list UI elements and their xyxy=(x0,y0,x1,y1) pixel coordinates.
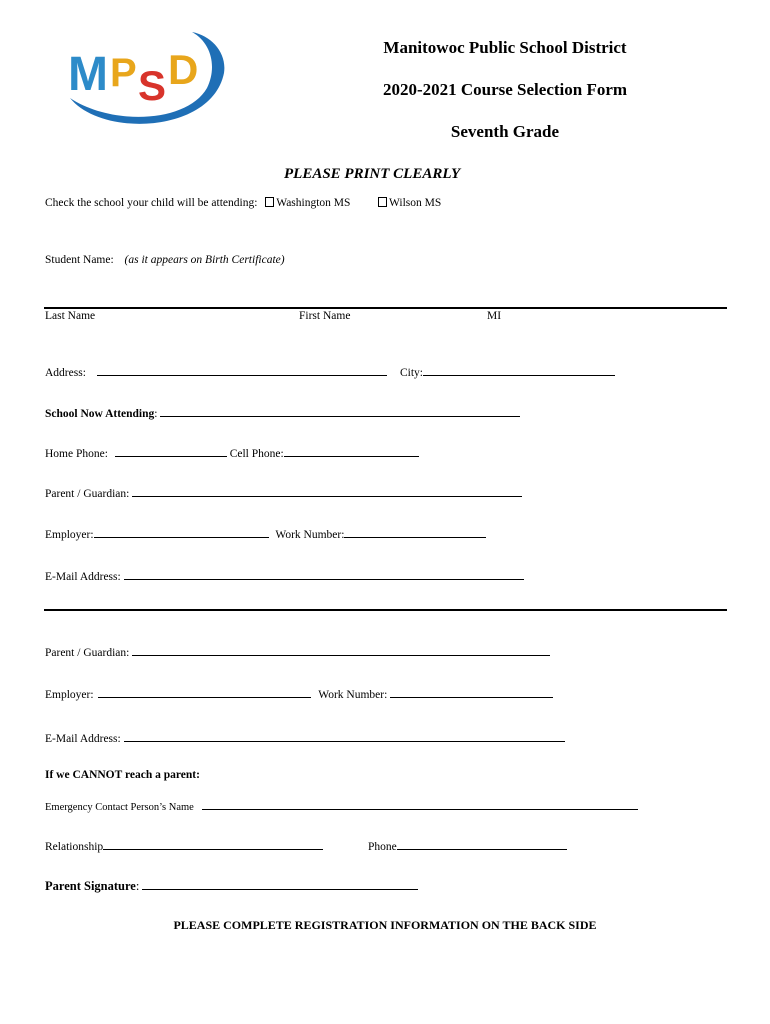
relationship-field[interactable] xyxy=(103,837,323,850)
washington-checkbox[interactable] xyxy=(265,197,274,207)
form-title: 2020-2021 Course Selection Form xyxy=(382,80,628,99)
birth-certificate-note: (as it appears on Birth Certificate) xyxy=(124,254,285,266)
city-label: City: xyxy=(400,367,424,379)
signature-row xyxy=(45,877,418,894)
emergency-phone-row xyxy=(368,837,567,853)
section-divider xyxy=(44,609,727,611)
address-label: Address: xyxy=(45,367,86,379)
wilson-checkbox[interactable] xyxy=(378,197,387,207)
print-clearly-instruction: PLEASE PRINT CLEARLY xyxy=(284,166,461,182)
mi-caption: MI xyxy=(487,310,502,322)
email2-label: E-Mail Address: xyxy=(45,733,121,745)
emergency-contact-field[interactable] xyxy=(202,797,638,810)
student-name-label: Student Name: xyxy=(45,254,114,266)
mpsd-logo xyxy=(62,28,232,128)
home-phone-label: Home Phone: xyxy=(45,448,108,460)
signature-label: Parent Signature xyxy=(45,879,136,893)
parent2-label: Parent / Guardian: xyxy=(45,647,130,659)
school-check-label: Check the school your child will be attending: xyxy=(45,197,258,209)
logo-letter-d: D xyxy=(168,46,199,93)
home-phone-field[interactable] xyxy=(115,444,227,457)
city-row xyxy=(400,363,615,379)
school-now-label: School Now Attending xyxy=(45,408,155,420)
student-name-line[interactable] xyxy=(44,307,727,309)
work1-field[interactable] xyxy=(344,525,486,538)
parent1-field[interactable] xyxy=(132,484,522,497)
phone-row xyxy=(45,444,419,460)
logo-letter-m: M xyxy=(68,48,108,101)
relationship-row xyxy=(45,837,323,853)
school-check-row xyxy=(45,197,350,209)
wilson-option xyxy=(378,197,441,209)
work2-label: Work Number: xyxy=(318,689,388,701)
relationship-label: Relationship xyxy=(45,841,104,853)
last-name-caption: Last Name xyxy=(45,310,96,322)
signature-colon: : xyxy=(135,879,140,893)
cell-phone-field[interactable] xyxy=(284,444,419,457)
wilson-label: Wilson MS xyxy=(389,197,442,209)
school-now-field[interactable] xyxy=(160,404,520,417)
work1-label: Work Number: xyxy=(275,529,345,541)
logo-letter-s: S xyxy=(138,62,167,109)
emergency-phone-label: Phone xyxy=(368,841,397,853)
parent1-row xyxy=(45,484,522,500)
cell-phone-label: Cell Phone: xyxy=(229,448,284,460)
district-title: Manitowoc Public School District xyxy=(383,38,627,57)
emergency-contact-row xyxy=(45,797,638,813)
city-field[interactable] xyxy=(423,363,615,376)
parent2-row xyxy=(45,643,550,659)
work2-field[interactable] xyxy=(390,685,553,698)
employer2-field[interactable] xyxy=(98,685,311,698)
email2-field[interactable] xyxy=(124,729,565,742)
employer1-label: Employer: xyxy=(45,529,94,541)
parent1-label: Parent / Guardian: xyxy=(45,488,130,500)
signature-field[interactable] xyxy=(142,877,418,890)
first-name-caption: First Name xyxy=(299,310,351,322)
address-field[interactable] xyxy=(97,363,387,376)
school-now-colon: : xyxy=(154,408,158,420)
emergency-heading: If we CANNOT reach a parent: xyxy=(45,769,200,781)
washington-label: Washington MS xyxy=(276,197,351,209)
employer2-row xyxy=(45,685,553,701)
grade-title: Seventh Grade xyxy=(450,122,560,141)
logo-letter-p: P xyxy=(110,51,137,95)
email1-field[interactable] xyxy=(124,567,524,580)
footer-note: PLEASE COMPLETE REGISTRATION INFORMATION ON THE BACK SIDE xyxy=(173,918,597,932)
employer2-label: Employer: xyxy=(45,689,94,701)
address-row xyxy=(45,363,387,379)
email1-label: E-Mail Address: xyxy=(45,571,121,583)
student-name-row xyxy=(45,254,285,266)
email2-row xyxy=(45,729,565,745)
school-now-row xyxy=(45,404,520,420)
email1-row xyxy=(45,567,524,583)
employer1-row xyxy=(45,525,486,541)
parent2-field[interactable] xyxy=(132,643,550,656)
employer1-field[interactable] xyxy=(94,525,269,538)
emergency-contact-label: Emergency Contact Person’s Name xyxy=(45,802,194,813)
emergency-phone-field[interactable] xyxy=(397,837,567,850)
